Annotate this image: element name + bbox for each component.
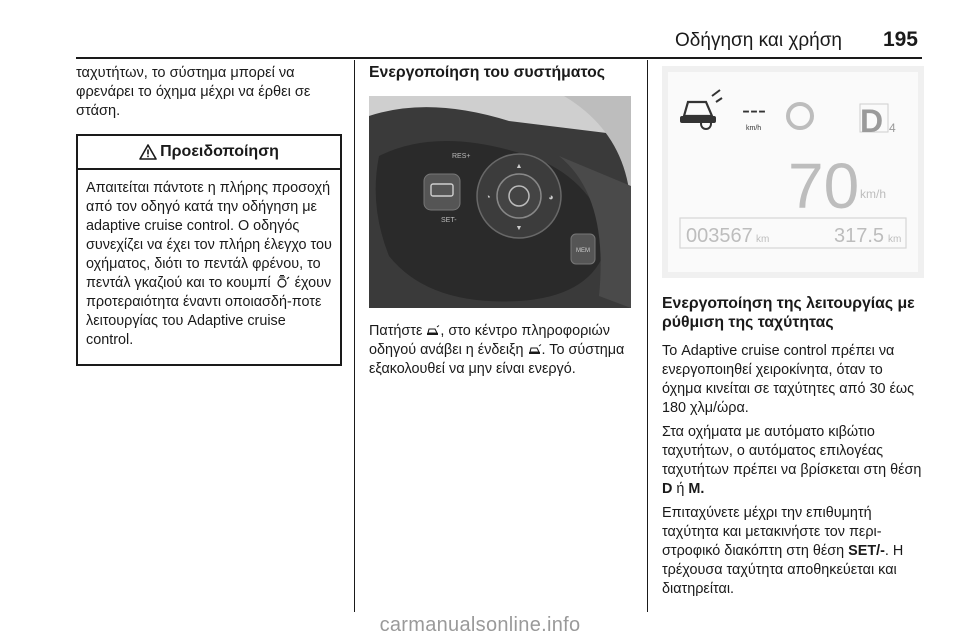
warning-body xyxy=(78,170,340,350)
activation-text-3: . Το σύστημα εξακολουθεί να μην είναι ενεργό. xyxy=(369,342,625,377)
warning-text-1: Απαιτείται πάντοτε η πλήρης προσοχή από τον οδηγό κατά την οδήγηση με adaptive cruise control. Ο οδηγός συνεχίζει να έχει τον πλήρη έλεγχο του οχήματος, διότι το πεντάλ φρένου, το πεντάλ γκαζιού και το κουμπί xyxy=(86,180,332,291)
res-label: RES+ xyxy=(452,153,471,160)
set-speed-text-2: . Η τρέχουσα ταχύτητα αποθηκεύεται και διατηρείται. xyxy=(662,543,904,597)
current-speed: 70 xyxy=(788,150,860,222)
svg-text:▼: ▼ xyxy=(515,225,523,232)
gear-m-label: M. xyxy=(688,481,705,497)
activation-paragraph xyxy=(369,322,631,379)
odometer-unit: km xyxy=(756,234,770,245)
transmission-paragraph xyxy=(662,423,924,499)
steering-wheel-controls-image xyxy=(369,96,631,308)
page-title: Οδήγηση και χρήση xyxy=(675,30,842,51)
set-speed-unit: km/h xyxy=(746,125,762,132)
trip-unit: km xyxy=(888,234,902,245)
section-heading-activation: Ενεργοποίηση του συστήματος xyxy=(369,64,605,81)
activation-text-1: Πατήστε xyxy=(369,323,423,339)
set-speed-paragraph xyxy=(662,504,924,599)
set-position-label: SET/- xyxy=(848,543,885,559)
acc-car-icon xyxy=(426,325,440,337)
odometer-value: 003567 xyxy=(686,225,753,247)
warning-triangle-icon xyxy=(139,144,157,160)
gear-index: 4 xyxy=(889,121,896,135)
trip-value: 317.5 xyxy=(834,225,885,247)
intro-paragraph: ταχυτήτων, το σύστημα μπορεί να φρενάρει το όχημα μέχρι να έρθει σε στάση. xyxy=(76,65,311,119)
instrument-cluster-image xyxy=(662,66,924,278)
gear-indicator: D xyxy=(860,103,884,139)
set-speed-dashes: --- xyxy=(742,97,766,124)
warning-header xyxy=(78,136,340,170)
acc-gap-icon xyxy=(275,275,291,289)
set-label: SET- xyxy=(441,217,457,224)
speed-setting-section xyxy=(662,294,924,604)
page-header xyxy=(76,26,922,50)
column-divider-1 xyxy=(354,60,355,612)
svg-text:▲: ▲ xyxy=(515,163,523,170)
mem-label: MEM xyxy=(576,248,590,254)
header-rule xyxy=(76,57,922,59)
section-heading-speed-setting: Ενεργοποίηση της λειτουργίας με ρύθμιση της ταχύτητας xyxy=(662,295,915,331)
or-text: ή xyxy=(676,481,685,497)
speed-range-paragraph: Το Adaptive cruise control πρέπει να ενεργοποιηθεί χειροκίνητα, όταν το όχημα κινείται σε ταχύτητες από 30 έως 180 χλμ/ώρα. xyxy=(662,343,915,416)
svg-text:◔: ◔ xyxy=(485,192,491,202)
acc-indicator-icon xyxy=(528,344,542,356)
transmission-text: Στα οχήματα με αυτόματο κιβώτιο ταχυτήτων, ο αυτόματος επιλογέας ταχυτήτων πρέπει να βρίσκεται στη θέση xyxy=(662,424,922,478)
page-number: 195 xyxy=(882,28,918,51)
column-divider-2 xyxy=(647,60,648,612)
current-speed-unit: km/h xyxy=(860,187,887,201)
activation-text-2: , στο κέντρο πληροφοριών οδηγού ανάβει η ένδειξη xyxy=(369,323,610,358)
svg-text:◕: ◕ xyxy=(548,192,554,202)
warning-text-2: έχουν προτεραιότητα έναντι οποιασδή-ποτε λειτουργίας του Adaptive cruise control. xyxy=(86,275,332,348)
gear-d-label: D xyxy=(662,481,673,497)
warning-title: Προειδοποίηση xyxy=(160,143,279,160)
warning-box xyxy=(76,134,342,366)
set-speed-text-1: Επιταχύνετε μέχρι την επιθυμητή ταχύτητα και μετακινήστε τον περι-στροφικό διακόπτη στη θέση xyxy=(662,505,882,559)
watermark: carmanualsonline.info xyxy=(379,614,581,636)
